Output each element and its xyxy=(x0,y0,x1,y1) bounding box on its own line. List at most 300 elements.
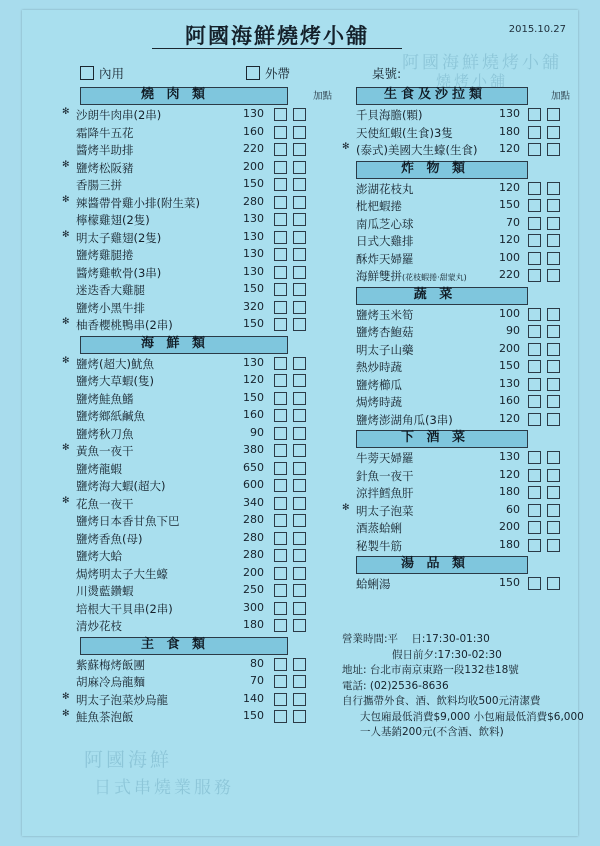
menu-item-price: 600 xyxy=(243,478,264,491)
menu-item-name: 柚香櫻桃鴨串(2串) xyxy=(76,318,173,332)
order-checkbox[interactable] xyxy=(274,675,287,688)
menu-item-name: 海鮮雙拼(花枝蝦捲·甜蒙丸) xyxy=(356,269,467,283)
menu-item-name: 沙朗牛肉串(2串) xyxy=(76,108,162,122)
menu-item-row[interactable] xyxy=(342,231,570,249)
menu-item-price: 220 xyxy=(243,142,264,155)
order-checkbox[interactable] xyxy=(274,549,287,562)
menu-item-price: 300 xyxy=(243,600,264,614)
menu-item-price: 320 xyxy=(243,299,264,313)
order-checkbox[interactable] xyxy=(274,231,287,244)
add-order-checkbox[interactable] xyxy=(293,619,306,632)
order-checkbox[interactable] xyxy=(528,577,541,590)
menu-item-name: 鹽烤(超大)魷魚 xyxy=(76,356,154,371)
order-checkbox[interactable] xyxy=(274,283,287,296)
add-order-checkbox[interactable] xyxy=(293,584,306,597)
hours-weekday: 日:17:30-01:30 xyxy=(411,633,490,645)
menu-item-row[interactable] xyxy=(62,581,332,599)
order-checkbox[interactable] xyxy=(528,413,541,426)
order-checkbox[interactable] xyxy=(274,444,287,457)
order-checkbox[interactable] xyxy=(274,479,287,492)
star-icon: ✻ xyxy=(62,709,70,719)
menu-item-row[interactable] xyxy=(62,459,332,477)
star-icon: ✻ xyxy=(62,159,70,170)
menu-item-price: 100 xyxy=(499,250,520,264)
menu-item-price: 280 xyxy=(243,530,264,544)
order-checkbox[interactable] xyxy=(274,196,287,209)
menu-item-row[interactable] xyxy=(62,210,332,228)
order-checkbox[interactable] xyxy=(274,213,287,226)
menu-item-name: 枇杷蝦捲 xyxy=(356,199,402,213)
menu-item-price: 250 xyxy=(243,583,264,596)
order-checkbox[interactable] xyxy=(274,357,287,370)
menu-item-price: 150 xyxy=(243,177,264,190)
menu-item-price: 70 xyxy=(506,215,520,229)
add-order-checkbox[interactable] xyxy=(293,693,306,706)
order-checkbox[interactable] xyxy=(274,658,287,671)
menu-item-name: 鹽烤小黑牛排 xyxy=(76,300,145,315)
add-order-checkbox[interactable] xyxy=(293,514,306,527)
order-checkbox[interactable] xyxy=(528,539,541,552)
take-out-label: 外帶 xyxy=(265,66,291,81)
menu-item-price: 200 xyxy=(243,565,264,579)
menu-item-name: 辣醬帶骨雞小排(附生菜) xyxy=(76,195,200,210)
add-order-checkbox[interactable] xyxy=(547,521,560,534)
menu-item-price: 90 xyxy=(506,324,520,337)
hours-label: 營業時間:平 xyxy=(342,633,399,645)
menu-item-name: 酥炸天婦羅 xyxy=(356,251,414,266)
phone: 電話: (02)2536-8636 xyxy=(342,679,449,692)
category-title: 蔬 菜 xyxy=(413,286,457,302)
star-icon: ✻ xyxy=(342,502,350,513)
add-order-checkbox[interactable] xyxy=(547,252,560,265)
order-checkbox[interactable] xyxy=(528,486,541,499)
menu-item-row[interactable] xyxy=(62,245,332,263)
order-checkbox[interactable] xyxy=(274,497,287,510)
add-order-checkbox[interactable] xyxy=(293,196,306,209)
menu-item-name: 鹽烤杏鮑菇 xyxy=(356,325,414,339)
add-order-checkbox[interactable] xyxy=(547,378,560,391)
category-title: 主 食 類 xyxy=(140,636,210,652)
order-checkbox[interactable] xyxy=(274,126,287,139)
order-checkbox[interactable] xyxy=(274,108,287,121)
add-order-checkbox[interactable] xyxy=(547,504,560,517)
add-order-checkbox[interactable] xyxy=(293,675,306,688)
add-order-checkbox[interactable] xyxy=(547,126,560,139)
menu-item-name: 醬烤雞軟骨(3串) xyxy=(76,265,162,280)
add-order-checkbox[interactable] xyxy=(293,318,306,331)
add-order-checkbox[interactable] xyxy=(293,479,306,492)
order-checkbox[interactable] xyxy=(528,378,541,391)
note-outside-food: 自行攜帶外食、酒、飲料均收500元清潔費 xyxy=(342,695,541,707)
category-header xyxy=(62,336,332,353)
add-order-checkbox[interactable] xyxy=(293,710,306,723)
menu-item-row[interactable] xyxy=(342,466,570,484)
category-title: 炸 物 類 xyxy=(400,160,470,176)
menu-item-row[interactable] xyxy=(342,574,570,592)
add-order-checkbox[interactable] xyxy=(293,283,306,296)
menu-item-price: 650 xyxy=(243,460,264,474)
menu-item-row[interactable] xyxy=(62,193,332,211)
star-icon: ✻ xyxy=(62,229,70,240)
menu-item-row[interactable] xyxy=(62,105,332,123)
add-order-checkbox[interactable] xyxy=(547,343,560,356)
order-checkbox[interactable] xyxy=(528,469,541,482)
add-order-checkbox[interactable] xyxy=(547,269,560,282)
menu-item-price: 70 xyxy=(250,674,264,687)
category-header xyxy=(62,87,332,104)
order-checkbox[interactable] xyxy=(274,178,287,191)
menu-item-price: 200 xyxy=(499,341,520,355)
order-checkbox[interactable] xyxy=(274,161,287,174)
menu-item-name: 鹽烤澎湖角瓜(3串) xyxy=(356,412,453,427)
order-checkbox[interactable] xyxy=(528,269,541,282)
add-order-checkbox[interactable] xyxy=(293,126,306,139)
menu-item-row[interactable] xyxy=(62,424,332,442)
add-order-checkbox[interactable] xyxy=(293,161,306,174)
add-order-checkbox[interactable] xyxy=(293,532,306,545)
add-order-checkbox[interactable] xyxy=(547,143,560,156)
add-order-checkbox[interactable] xyxy=(293,301,306,314)
menu-item-name: 澎湖花枝丸 xyxy=(356,181,414,196)
menu-item-price: 120 xyxy=(499,233,520,246)
add-order-checkbox[interactable] xyxy=(293,567,306,580)
menu-item-row[interactable] xyxy=(62,690,332,708)
add-order-checkbox[interactable] xyxy=(547,539,560,552)
add-order-checkbox[interactable] xyxy=(293,392,306,405)
menu-item-row[interactable] xyxy=(62,406,332,424)
menu-item-row[interactable] xyxy=(62,476,332,494)
add-order-checkbox[interactable] xyxy=(293,266,306,279)
menu-item-row[interactable] xyxy=(62,371,332,389)
add-order-checkbox[interactable] xyxy=(293,357,306,370)
order-checkbox[interactable] xyxy=(274,318,287,331)
add-order-checkbox[interactable] xyxy=(293,658,306,671)
menu-item-name: 明太子山藥 xyxy=(356,342,414,357)
add-order-checkbox[interactable] xyxy=(547,451,560,464)
menu-item-name: 黃魚一夜干 xyxy=(76,444,134,458)
star-icon: ✻ xyxy=(62,443,70,453)
menu-item-name: 檸檬雞翅(2隻) xyxy=(76,213,150,227)
menu-item-row[interactable] xyxy=(62,616,332,634)
menu-sheet xyxy=(22,10,584,836)
menu-item-name: 鹽烤鮭魚鰭 xyxy=(76,391,134,406)
menu-item-row[interactable] xyxy=(342,249,570,267)
order-checkbox[interactable] xyxy=(528,252,541,265)
menu-item-row[interactable] xyxy=(342,501,570,519)
menu-item-row[interactable] xyxy=(62,158,332,176)
menu-item-price: 180 xyxy=(243,618,264,631)
menu-item-name: 鹽烤海大蝦(超大) xyxy=(76,479,166,493)
menu-item-price: 150 xyxy=(499,198,520,211)
category-title: 下 酒 菜 xyxy=(400,430,470,445)
order-checkbox[interactable] xyxy=(274,619,287,632)
order-checkbox[interactable] xyxy=(274,427,287,440)
order-checkbox[interactable] xyxy=(274,143,287,156)
order-checkbox[interactable] xyxy=(274,409,287,422)
menu-item-row[interactable] xyxy=(62,123,332,141)
add-order-checkbox[interactable] xyxy=(293,178,306,191)
add-order-checkbox[interactable] xyxy=(293,549,306,562)
menu-item-price: 150 xyxy=(243,390,264,404)
menu-item-row[interactable] xyxy=(342,448,570,466)
menu-item-name: 鹽烤龍蝦 xyxy=(76,461,122,476)
order-checkbox[interactable] xyxy=(528,199,541,212)
category-header xyxy=(342,87,570,104)
category-title: 海 鮮 類 xyxy=(140,335,210,351)
menu-item-row[interactable] xyxy=(62,140,332,158)
order-checkbox[interactable] xyxy=(528,234,541,247)
menu-item-row[interactable] xyxy=(62,228,332,246)
dine-in-option[interactable] xyxy=(80,64,124,82)
add-order-checkbox[interactable] xyxy=(293,374,306,387)
star-icon: ✻ xyxy=(62,691,70,702)
menu-item-name: 明太子雞翅(2隻) xyxy=(76,230,162,245)
category-header xyxy=(342,287,570,304)
menu-item-price: 130 xyxy=(243,107,264,120)
menu-item-row[interactable] xyxy=(62,672,332,690)
order-checkbox[interactable] xyxy=(274,301,287,314)
order-checkbox[interactable] xyxy=(274,567,287,580)
order-checkbox[interactable] xyxy=(274,266,287,279)
menu-item-row[interactable] xyxy=(342,322,570,340)
add-order-checkbox[interactable] xyxy=(547,308,560,321)
order-checkbox[interactable] xyxy=(528,451,541,464)
order-checkbox[interactable] xyxy=(274,710,287,723)
menu-item-price: 120 xyxy=(499,180,520,194)
order-checkbox[interactable] xyxy=(528,504,541,517)
menu-item-price: 150 xyxy=(499,576,520,589)
menu-item-row[interactable] xyxy=(342,196,570,214)
menu-item-price: 200 xyxy=(243,159,264,173)
add-order-checkbox[interactable] xyxy=(547,182,560,195)
menu-item-price: 120 xyxy=(499,411,520,425)
menu-item-name: 鹽烤鄉紙鹹魚 xyxy=(76,409,145,423)
menu-item-name: 醬烤半助排 xyxy=(76,143,134,157)
order-checkbox[interactable] xyxy=(528,108,541,121)
menu-item-row[interactable] xyxy=(62,315,332,333)
add-order-checkbox[interactable] xyxy=(293,143,306,156)
menu-item-row[interactable] xyxy=(62,655,332,673)
category-title: 燒 肉 類 xyxy=(140,87,210,102)
menu-item-name: 鹽烤玉米筍 xyxy=(356,307,414,322)
menu-item-name: 秘製牛筋 xyxy=(356,538,402,553)
order-checkbox[interactable] xyxy=(274,374,287,387)
menu-item-row[interactable] xyxy=(62,263,332,281)
menu-item-row[interactable] xyxy=(342,536,570,554)
menu-item-name: 鹽烤日本香甘魚下巴 xyxy=(76,514,180,528)
menu-item-row[interactable] xyxy=(62,564,332,582)
menu-item-price: 160 xyxy=(499,394,520,407)
menu-item-price: 120 xyxy=(499,142,520,155)
menu-item-price: 130 xyxy=(243,247,264,260)
menu-item-row[interactable] xyxy=(62,494,332,512)
star-icon: ✻ xyxy=(62,317,70,327)
add-order-checkbox[interactable] xyxy=(293,231,306,244)
menu-item-row[interactable] xyxy=(62,298,332,316)
menu-item-row[interactable] xyxy=(62,529,332,547)
menu-item-row[interactable] xyxy=(342,305,570,323)
menu-item-row[interactable] xyxy=(342,392,570,410)
menu-item-row[interactable] xyxy=(62,389,332,407)
menu-item-name: 天使紅蝦(生食)3隻 xyxy=(356,125,453,140)
add-order-checkbox[interactable] xyxy=(293,213,306,226)
menu-item-row[interactable] xyxy=(62,175,332,193)
menu-item-row[interactable] xyxy=(62,707,332,725)
menu-item-name: 香腸三拼 xyxy=(76,178,122,192)
order-checkbox[interactable] xyxy=(528,360,541,373)
menu-item-price: 220 xyxy=(499,268,520,281)
add-order-checkbox[interactable] xyxy=(547,217,560,230)
order-checkbox[interactable] xyxy=(274,392,287,405)
order-checkbox[interactable] xyxy=(528,521,541,534)
note-minimum-charge: 大包廂最低消費$9,000 小包廂最低消費$6,000 xyxy=(360,710,584,723)
menu-item-name: 熱炒時蔬 xyxy=(356,360,402,374)
menu-item-row[interactable] xyxy=(342,375,570,393)
menu-item-price: 160 xyxy=(243,124,264,138)
category-header xyxy=(342,430,570,447)
add-order-checkbox[interactable] xyxy=(293,602,306,615)
order-checkbox[interactable] xyxy=(274,462,287,475)
menu-item-price: 130 xyxy=(499,450,520,463)
menu-item-row[interactable] xyxy=(342,410,570,428)
menu-item-row[interactable] xyxy=(342,357,570,375)
hours-weekend: 假日前夕:17:30-02:30 xyxy=(392,648,502,661)
order-checkbox[interactable] xyxy=(274,532,287,545)
menu-item-row[interactable] xyxy=(62,546,332,564)
order-checkbox[interactable] xyxy=(274,602,287,615)
take-out-option[interactable] xyxy=(246,64,290,82)
menu-item-price: 150 xyxy=(243,317,264,330)
menu-item-name: 涼拌鱈魚肝 xyxy=(356,486,414,500)
order-checkbox[interactable] xyxy=(528,325,541,338)
add-order-checkbox[interactable] xyxy=(293,497,306,510)
menu-item-name: (泰式)美國大生蠔(生食) xyxy=(356,143,478,157)
add-order-checkbox[interactable] xyxy=(293,462,306,475)
order-checkbox[interactable] xyxy=(528,395,541,408)
order-checkbox[interactable] xyxy=(274,584,287,597)
order-checkbox[interactable] xyxy=(528,126,541,139)
menu-item-name: 鹽烤櫛瓜 xyxy=(356,377,402,392)
menu-item-price: 100 xyxy=(499,306,520,320)
menu-item-row[interactable] xyxy=(342,140,570,158)
menu-item-row[interactable] xyxy=(62,441,332,459)
add-order-checkbox[interactable] xyxy=(547,360,560,373)
menu-item-price: 90 xyxy=(250,425,264,439)
menu-item-name: 花魚一夜干 xyxy=(76,496,134,511)
menu-item-row[interactable] xyxy=(62,511,332,529)
add-order-checkbox[interactable] xyxy=(293,427,306,440)
menu-item-price: 130 xyxy=(243,212,264,225)
star-icon: ✻ xyxy=(342,142,350,152)
menu-item-price: 340 xyxy=(243,495,264,509)
add-order-checkbox[interactable] xyxy=(293,444,306,457)
table-number-label: 桌號: xyxy=(372,66,402,81)
table-number-field[interactable] xyxy=(372,64,401,82)
menu-item-row[interactable] xyxy=(62,280,332,298)
add-order-checkbox[interactable] xyxy=(547,413,560,426)
order-checkbox[interactable] xyxy=(528,308,541,321)
menu-left-column xyxy=(62,84,332,725)
checkbox-icon[interactable] xyxy=(246,66,260,80)
menu-item-row[interactable] xyxy=(342,483,570,501)
menu-item-name: 霜降牛五花 xyxy=(76,125,134,140)
menu-item-price: 130 xyxy=(499,376,520,390)
add-order-checkbox[interactable] xyxy=(547,108,560,121)
menu-right-column xyxy=(342,84,570,592)
order-checkbox[interactable] xyxy=(528,182,541,195)
order-checkbox[interactable] xyxy=(528,143,541,156)
order-checkbox[interactable] xyxy=(528,217,541,230)
add-order-checkbox[interactable] xyxy=(547,199,560,212)
menu-item-name: 鹽烤大草蝦(隻) xyxy=(76,374,154,388)
menu-item-price: 80 xyxy=(250,656,264,670)
category-title: 湯 品 類 xyxy=(400,556,470,571)
order-checkbox[interactable] xyxy=(528,343,541,356)
order-checkbox[interactable] xyxy=(274,514,287,527)
menu-item-row[interactable] xyxy=(342,340,570,358)
menu-item-name: 鮭魚茶泡飯 xyxy=(76,710,134,724)
menu-item-name: 牛蒡天婦羅 xyxy=(356,451,414,465)
add-order-checkbox[interactable] xyxy=(547,486,560,499)
menu-item-row[interactable] xyxy=(342,266,570,284)
add-order-checkbox[interactable] xyxy=(547,577,560,590)
note-per-person: 一人基銷200元(不含酒、飲料) xyxy=(360,726,504,738)
menu-item-row[interactable] xyxy=(342,214,570,232)
category-header xyxy=(342,161,570,178)
add-order-checkbox[interactable] xyxy=(293,409,306,422)
menu-item-price: 200 xyxy=(499,520,520,533)
add-order-checkbox[interactable] xyxy=(293,248,306,261)
menu-item-price: 120 xyxy=(499,467,520,481)
menu-item-name: 鹽烤松阪豬 xyxy=(76,160,134,175)
add-order-checkbox[interactable] xyxy=(547,234,560,247)
menu-item-price: 60 xyxy=(506,502,520,516)
checkbox-icon[interactable] xyxy=(80,66,94,80)
order-checkbox[interactable] xyxy=(274,248,287,261)
add-order-checkbox[interactable] xyxy=(293,108,306,121)
watermark-text: 阿國海鮮燒烤小舖 xyxy=(402,53,562,73)
menu-item-name: 針魚一夜干 xyxy=(356,468,414,483)
order-date: 2015.10.27 xyxy=(508,24,566,35)
add-order-checkbox[interactable] xyxy=(547,395,560,408)
menu-item-row[interactable] xyxy=(342,179,570,197)
menu-item-row[interactable] xyxy=(342,105,570,123)
menu-item-name: 胡麻冷烏龍麵 xyxy=(76,675,145,689)
menu-item-name: 鹽烤香魚(母) xyxy=(76,531,143,546)
menu-item-price: 150 xyxy=(243,709,264,722)
add-order-checkbox[interactable] xyxy=(547,325,560,338)
menu-item-price: 130 xyxy=(243,355,264,369)
menu-item-name: 迷迭香大雞腿 xyxy=(76,283,145,297)
menu-item-name: 鹽烤秋刀魚 xyxy=(76,426,134,441)
menu-item-name: 日式大雞排 xyxy=(356,234,414,248)
star-icon: ✻ xyxy=(62,355,70,366)
menu-item-row[interactable] xyxy=(342,518,570,536)
watermark-text: 阿國海鮮 xyxy=(84,749,173,771)
menu-item-name: 川燙藍鑽蝦 xyxy=(76,584,134,598)
menu-item-name: 蛤蜊湯 xyxy=(356,577,391,591)
star-icon: ✻ xyxy=(62,495,70,506)
menu-item-name: 紫蘇梅烤飯團 xyxy=(76,657,145,672)
menu-item-row[interactable] xyxy=(62,599,332,617)
menu-item-price: 130 xyxy=(499,107,520,120)
order-checkbox[interactable] xyxy=(274,693,287,706)
menu-item-row[interactable] xyxy=(62,354,332,372)
menu-item-row[interactable] xyxy=(342,123,570,141)
menu-header xyxy=(32,18,568,60)
menu-item-price: 380 xyxy=(243,443,264,456)
add-order-checkbox[interactable] xyxy=(547,469,560,482)
